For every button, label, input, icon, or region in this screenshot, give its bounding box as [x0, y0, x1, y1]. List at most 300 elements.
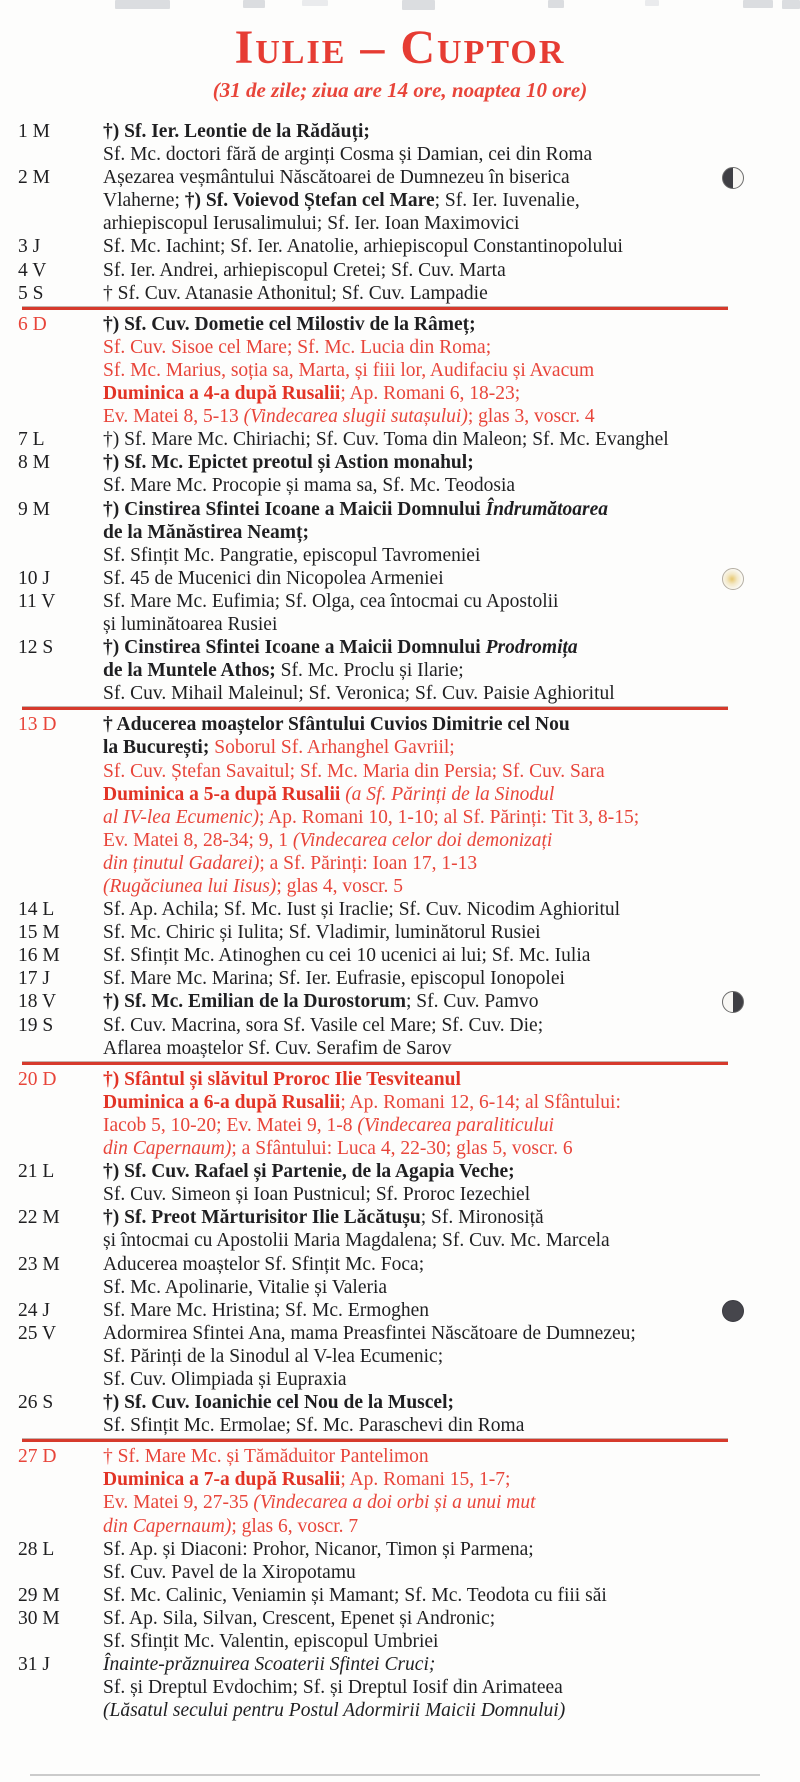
day-label: 23 M [18, 1253, 60, 1275]
day-label [0, 1414, 103, 1437]
calendar-row-day-4 [0, 259, 800, 282]
text-segment: † Sf. Cuv. Atanasie Athonitul; Sf. Cuv. Lampadie [103, 282, 488, 304]
text-segment: Sf. Cuv. Pavel de la Xiropotamu [103, 1561, 356, 1583]
entry-text [103, 613, 800, 636]
entry-text [103, 282, 800, 305]
day-label: 31 J [18, 1654, 50, 1676]
calendar-row-day-9 [0, 498, 800, 521]
entry-text [103, 1391, 800, 1414]
entry-text [103, 1368, 800, 1391]
entry-text [103, 1183, 800, 1206]
text-segment: †) Cinstirea Sfintei Icoane a Maicii Domnului [103, 498, 486, 520]
entry-text [103, 713, 800, 736]
text-segment: Sf. Sfințit Mc. Ermolae; Sf. Mc. Paraschevi din Roma [103, 1415, 525, 1437]
entry-text [103, 382, 800, 405]
text-segment: (Vindecarea celor doi demonizați [292, 829, 553, 851]
text-segment: †) Sf. Voievod Ștefan cel Mare [184, 190, 435, 212]
entry-text [103, 990, 800, 1013]
calendar-row-day-24 [0, 1299, 800, 1322]
calendar-row-day-13-cont-2 [0, 760, 800, 783]
day-label: 11 V [18, 590, 56, 612]
calendar-row-day-13-cont-3 [0, 783, 800, 806]
text-segment: Sf. Cuv. Simeon și Ioan Pustnicul; Sf. Proroc Iezechiel [103, 1184, 531, 1206]
entry-text [103, 212, 800, 235]
page-title: Iulie – Cuptor [234, 21, 566, 74]
entry-text [103, 1584, 800, 1607]
day-label: 5 S [18, 282, 44, 304]
calendar-row-day-1 [0, 120, 800, 143]
calendar-row-day-6-cont-4 [0, 405, 800, 428]
calendar-row-day-14 [0, 898, 800, 921]
entry-text [103, 336, 800, 359]
text-segment: † Sf. Mare Mc. și Tămăduitor Pantelimon [103, 1446, 429, 1468]
text-segment: Duminica a 5-a după Rusalii [103, 783, 346, 805]
calendar-row-day-26-cont-1 [0, 1414, 800, 1437]
calendar-row-day-17 [0, 967, 800, 990]
calendar-row-day-30-cont-1 [0, 1630, 800, 1653]
day-label: 18 V [18, 991, 57, 1013]
calendar-row-day-6 [0, 313, 800, 336]
text-segment: †) Sf. Preot Mărturisitor Ilie Lăcătușu [103, 1207, 421, 1229]
text-segment: Sf. Cuv. Olimpiada și Eupraxia [103, 1368, 347, 1390]
text-segment: †) Sf. Ier. Leontie de la Rădăuți; [103, 121, 370, 142]
calendar-row-day-16 [0, 944, 800, 967]
calendar-row-day-13-cont-1 [0, 736, 800, 759]
text-segment: din Capernaum) [103, 1515, 232, 1537]
scan-artifact [115, 0, 170, 9]
calendar-row-day-11 [0, 590, 800, 613]
day-label: 30 M [18, 1607, 60, 1629]
scan-artifact [302, 0, 328, 6]
day-label [0, 544, 103, 567]
text-segment: Înainte-prăznuirea Scoaterii Sfintei Cruci; [103, 1654, 436, 1676]
text-segment: și întocmai cu Apostolii Maria Magdalena; Sf. Cuv. Mc. Marcela [103, 1230, 610, 1252]
day-label [0, 336, 103, 359]
text-segment: †) Sfântul și slăvitul Proroc Ilie Tesviteanul [103, 1068, 461, 1090]
entry-text [103, 235, 800, 258]
text-segment: Sf. Mare Mc. Marina; Sf. Ier. Eufrasie, episcopul Ionopolei [103, 968, 565, 990]
calendar-row-day-23 [0, 1253, 800, 1276]
calendar-row-day-1-cont-1 [0, 143, 800, 166]
day-label: 15 M [18, 922, 60, 944]
text-segment: Sf. Sfințit Mc. Pangratie, episcopul Tavromeniei [103, 544, 481, 566]
day-label [0, 405, 103, 428]
entry-text [103, 590, 800, 613]
day-label [0, 659, 103, 682]
day-label [0, 736, 103, 759]
entry-text [103, 944, 800, 967]
calendar-row-day-20 [0, 1068, 800, 1091]
calendar-row-day-29 [0, 1584, 800, 1607]
sunday-separator [22, 707, 728, 710]
text-segment: Sf. Mc. Marius, soția sa, Marta, și fiii lor, Audifaciu și Avacum [103, 359, 595, 381]
calendar-row-day-3 [0, 235, 800, 258]
day-label [0, 1491, 103, 1514]
entry-text [103, 313, 800, 336]
day-label [0, 806, 103, 829]
text-segment: Ev. Matei 8, 5-13 [103, 406, 244, 428]
text-segment: Soborul Sf. Arhanghel Gavriil; [214, 737, 455, 759]
text-segment: ; Sf. Mironosiță [420, 1207, 544, 1229]
day-label [0, 760, 103, 783]
text-segment: Ev. Matei 8, 28-34; 9, 1 [103, 829, 293, 851]
text-segment: ; glas 4, voscr. 5 [276, 876, 404, 897]
day-label: 10 J [18, 567, 50, 589]
day-label [0, 521, 103, 544]
entry-text [103, 829, 800, 852]
calendar-row-day-5 [0, 282, 800, 305]
day-label [0, 1630, 103, 1653]
text-segment: Aducerea moaștelor Sf. Sfințit Mc. Foca; [103, 1253, 425, 1275]
text-segment: Sf. Mc. doctori fără de arginți Cosma și Damian, cei din Roma [103, 144, 593, 166]
day-label [0, 1515, 103, 1538]
entry-text [103, 359, 800, 382]
day-label [0, 1183, 103, 1206]
entry-text [103, 1630, 800, 1653]
entry-text [103, 1607, 800, 1630]
sunday-separator [22, 1439, 728, 1442]
entry-text [103, 1653, 800, 1676]
calendar-row-day-27-cont-3 [0, 1515, 800, 1538]
day-label [0, 1114, 103, 1137]
calendar-row-day-20-cont-3 [0, 1137, 800, 1160]
entry-text [103, 1037, 800, 1060]
calendar-row-day-12-cont-2 [0, 682, 800, 705]
day-label: 17 J [18, 968, 50, 990]
text-segment: Sf. Sfințit Mc. Atinoghen cu cei 10 ucenici ai lui; Sf. Mc. Iulia [103, 945, 591, 967]
entry-text [103, 806, 800, 829]
entry-text [103, 1445, 800, 1468]
text-segment: Îndrumătoarea [485, 498, 609, 520]
calendar-row-day-2-cont-2 [0, 212, 800, 235]
calendar-row-day-10 [0, 567, 800, 590]
calendar-list [0, 120, 800, 1722]
calendar-row-day-2 [0, 166, 800, 189]
text-segment: Sf. Mc. Proclu și Ilarie; [280, 660, 464, 682]
entry-text [103, 1229, 800, 1252]
day-label: 14 L [18, 899, 55, 921]
entry-text [103, 1114, 800, 1137]
text-segment: †) Sf. Mare Mc. Chiriachi; Sf. Cuv. Toma din Maleon; Sf. Mc. Evanghel [103, 429, 669, 451]
entry-text [103, 544, 800, 567]
calendar-row-day-21 [0, 1160, 800, 1183]
text-segment: Sf. Mc. Apolinarie, Vitalie și Valeria [103, 1276, 388, 1298]
text-segment: ; Sf. Ier. Iuvenalie, [434, 190, 580, 212]
text-segment: ; Ap. Romani 10, 1-10; al Sf. Părinți: Tit 3, 8-15; [258, 806, 640, 828]
text-segment: ; a Sfântului: Luca 4, 22-30; glas 5, voscr. 6 [231, 1138, 573, 1160]
text-segment: Sf. 45 de Mucenici din Nicopolea Armeniei [103, 567, 444, 589]
text-segment: Sf. Ap. Sila, Silvan, Crescent, Epenet și Andronic; [103, 1607, 496, 1629]
day-label [0, 875, 103, 898]
calendar-row-day-9-cont-1 [0, 521, 800, 544]
entry-text [103, 636, 800, 659]
calendar-row-day-22 [0, 1206, 800, 1229]
day-label: 8 M [18, 452, 50, 474]
moon-phase-icon-new [722, 1300, 744, 1322]
text-segment: Duminica a 7-a după Rusalii [103, 1469, 341, 1491]
text-segment: (Rugăciunea lui Iisus) [103, 876, 277, 897]
calendar-row-day-2-cont-1 [0, 189, 800, 212]
day-label [0, 1037, 103, 1060]
text-segment: din Capernaum) [103, 1138, 232, 1160]
calendar-row-day-7 [0, 428, 800, 451]
entry-text [103, 1561, 800, 1584]
text-segment: al IV-lea Ecumenic) [103, 806, 259, 828]
text-segment: (a Sf. Părinți de la Sinodul [345, 783, 555, 805]
entry-text [103, 1253, 800, 1276]
text-segment: Sf. Cuv. Macrina, sora Sf. Vasile cel Mare; Sf. Cuv. Die; [103, 1014, 544, 1036]
text-segment: Sf. Mare Mc. Eufimia; Sf. Olga, cea întocmai cu Apostolii [103, 590, 559, 612]
calendar-row-day-12 [0, 636, 800, 659]
day-label [0, 1699, 103, 1722]
calendar-row-day-31 [0, 1653, 800, 1676]
sunday-separator [22, 1062, 728, 1065]
calendar-row-day-25-cont-1 [0, 1345, 800, 1368]
day-label: 21 L [18, 1161, 55, 1183]
scan-artifact [782, 0, 800, 9]
text-segment: Sf. Mc. Iachint; Sf. Ier. Anatolie, arhiepiscopul Constantinopolului [103, 236, 623, 258]
day-label: 3 J [18, 236, 41, 258]
day-label [0, 829, 103, 852]
text-segment: Adormirea Sfintei Ana, mama Preasfintei Născătoare de Dumnezeu; [103, 1322, 636, 1344]
calendar-row-day-27-cont-1 [0, 1468, 800, 1491]
scan-artifact-bottom-rule [30, 1774, 760, 1776]
entry-text [103, 967, 800, 990]
entry-text [103, 1538, 800, 1561]
text-segment: Sf. Părinți de la Sinodul al V-lea Ecumenic; [103, 1345, 444, 1367]
entry-text [103, 1137, 800, 1160]
entry-text [103, 1491, 800, 1514]
entry-text [103, 1206, 800, 1229]
moon-phase-icon-full [722, 568, 744, 590]
sunday-separator [22, 307, 728, 310]
calendar-row-day-6-cont-2 [0, 359, 800, 382]
entry-text [103, 451, 800, 474]
text-segment: la București; [103, 737, 215, 759]
day-label [0, 1276, 103, 1299]
text-segment: și luminătoarea Rusiei [103, 613, 278, 635]
entry-text [103, 1515, 800, 1538]
day-label [0, 143, 103, 166]
day-label: 9 M [18, 498, 50, 520]
calendar-row-day-22-cont-1 [0, 1229, 800, 1252]
calendar-row-day-27-cont-2 [0, 1491, 800, 1514]
scan-artifact [548, 0, 564, 8]
entry-text [103, 498, 800, 521]
text-segment: Vlaherne; [103, 190, 185, 212]
calendar-row-day-15 [0, 921, 800, 944]
day-label: 27 D [18, 1446, 57, 1468]
entry-text [103, 405, 800, 428]
entry-text [103, 1276, 800, 1299]
calendar-row-day-13-cont-6 [0, 852, 800, 875]
entry-text [103, 1322, 800, 1345]
text-segment: Aflarea moaștelor Sf. Cuv. Serafim de Sarov [103, 1037, 452, 1059]
day-label: 19 S [18, 1014, 54, 1036]
text-segment: ; Ap. Romani 12, 6-14; al Sfântului: [340, 1091, 621, 1113]
entry-text [103, 474, 800, 497]
text-segment: Ev. Matei 9, 27-35 [103, 1492, 254, 1514]
text-segment: Prodromița [485, 637, 578, 659]
text-segment: Sf. Ier. Andrei, arhiepiscopul Cretei; Sf. Cuv. Marta [103, 259, 506, 281]
entry-text [103, 1091, 800, 1114]
day-label: 26 S [18, 1392, 54, 1414]
calendar-row-day-6-cont-1 [0, 336, 800, 359]
text-segment: (Lăsatul secului pentru Postul Adormirii Maicii Domnului) [103, 1700, 566, 1722]
calendar-row-day-13-cont-7 [0, 875, 800, 898]
calendar-row-day-13-cont-4 [0, 806, 800, 829]
text-segment: †) Sf. Mc. Emilian de la Durostorum [103, 991, 406, 1013]
text-segment: Sf. Mc. Calinic, Veniamin și Mamant; Sf. Mc. Teodota cu fiii săi [103, 1584, 607, 1606]
day-label [0, 1676, 103, 1699]
calendar-row-day-8 [0, 451, 800, 474]
day-label [0, 1091, 103, 1114]
entry-text [103, 1160, 800, 1183]
day-label [0, 852, 103, 875]
calendar-row-day-9-cont-2 [0, 544, 800, 567]
text-segment: (Vindecarea slugii sutașului) [243, 406, 468, 428]
entry-text [103, 875, 800, 898]
text-segment: ; Sf. Cuv. Pamvo [405, 991, 539, 1013]
text-segment: din ținutul Gadarei) [103, 852, 260, 874]
calendar-row-day-28-cont-1 [0, 1561, 800, 1584]
text-segment: de la Mănăstirea Neamț; [103, 521, 309, 543]
day-label [0, 382, 103, 405]
entry-text [103, 521, 800, 544]
text-segment: Sf. Ap. și Diaconi: Prohor, Nicanor, Timon și Parmena; [103, 1538, 534, 1560]
scan-artifact [645, 0, 659, 6]
calendar-row-day-13 [0, 713, 800, 736]
entry-text [103, 1414, 800, 1437]
text-segment: ; a Sf. Părinți: Ioan 17, 1-13 [259, 852, 478, 874]
text-segment: †) Sf. Cuv. Rafael și Partenie, de la Agapia Veche; [103, 1161, 515, 1183]
text-segment: Duminica a 6-a după Rusalii [103, 1091, 341, 1113]
text-segment: (Vindecarea a doi orbi și a unui mut [253, 1492, 536, 1514]
calendar-row-day-13-cont-5 [0, 829, 800, 852]
entry-text [103, 1468, 800, 1491]
day-label [0, 1468, 103, 1491]
day-label: 1 M [18, 121, 50, 142]
calendar-row-day-12-cont-1 [0, 659, 800, 682]
calendar-row-day-30 [0, 1607, 800, 1630]
text-segment: Așezarea veșmântului Născătoarei de Dumnezeu în biserica [103, 167, 570, 189]
calendar-row-day-25-cont-2 [0, 1368, 800, 1391]
calendar-row-day-8-cont-1 [0, 474, 800, 497]
calendar-row-day-19 [0, 1014, 800, 1037]
day-label: 12 S [18, 637, 54, 659]
text-segment: ; Ap. Romani 6, 18-23; [340, 383, 521, 405]
calendar-row-day-28 [0, 1538, 800, 1561]
day-label: 20 D [18, 1068, 57, 1090]
entry-text [103, 120, 800, 143]
day-label: 4 V [18, 259, 47, 281]
text-segment: (Vindecarea paraliticului [357, 1114, 554, 1136]
text-segment: ; Ap. Romani 15, 1-7; [340, 1469, 511, 1491]
text-segment: †) Sf. Mc. Epictet preotul și Astion monahul; [103, 452, 474, 474]
day-label: 7 L [18, 429, 45, 451]
calendar-row-day-26 [0, 1391, 800, 1414]
calendar-row-day-25 [0, 1322, 800, 1345]
day-label [0, 1229, 103, 1252]
calendar-row-day-11-cont-1 [0, 613, 800, 636]
text-segment: Sf. Mare Mc. Hristina; Sf. Mc. Ermoghen [103, 1299, 430, 1321]
day-label: 29 M [18, 1584, 60, 1606]
day-label [0, 359, 103, 382]
day-label: 13 D [18, 714, 57, 736]
day-label: 16 M [18, 945, 60, 967]
text-segment: Sf. Mare Mc. Procopie și mama sa, Sf. Mc. Teodosia [103, 475, 516, 497]
entry-text [103, 783, 800, 806]
entry-text [103, 143, 800, 166]
calendar-row-day-19-cont-1 [0, 1037, 800, 1060]
scan-artifact [243, 0, 265, 8]
scan-artifact [743, 0, 773, 8]
day-label [0, 1137, 103, 1160]
text-segment: † Aducerea moaștelor Sfântului Cuvios Dimitrie cel Nou [103, 714, 570, 736]
text-segment: Duminica a 4-a după Rusalii [103, 383, 341, 405]
scan-artifact [402, 0, 435, 10]
calendar-row-day-21-cont-1 [0, 1183, 800, 1206]
entry-text [103, 428, 800, 451]
calendar-row-day-27 [0, 1445, 800, 1468]
entry-text [103, 1014, 800, 1037]
entry-text [103, 1676, 800, 1699]
calendar-row-day-31-cont-2 [0, 1699, 800, 1722]
day-label [0, 212, 103, 235]
calendar-row-day-31-cont-1 [0, 1676, 800, 1699]
text-segment: Iacob 5, 10-20; Ev. Matei 9, 1-8 [103, 1114, 358, 1136]
entry-text [103, 921, 800, 944]
day-label [0, 1368, 103, 1391]
entry-text [103, 659, 800, 682]
day-label: 24 J [18, 1299, 50, 1321]
text-segment: arhiepiscopul Ierusalimului; Sf. Ier. Ioan Maximovici [103, 213, 520, 235]
text-segment: ; glas 3, voscr. 4 [467, 406, 595, 428]
calendar-row-day-18 [0, 990, 800, 1013]
text-segment: †) Cinstirea Sfintei Icoane a Maicii Domnului [103, 637, 486, 659]
day-label [0, 1561, 103, 1584]
entry-text [103, 166, 800, 189]
day-label [0, 1345, 103, 1368]
entry-text [103, 852, 800, 875]
entry-text [103, 259, 800, 282]
text-segment: †) Sf. Cuv. Ioanichie cel Nou de la Muscel; [103, 1392, 454, 1414]
day-label [0, 613, 103, 636]
day-label [0, 474, 103, 497]
text-segment: ; glas 6, voscr. 7 [231, 1515, 359, 1537]
text-segment: Sf. Mc. Chiric și Iulita; Sf. Vladimir, luminătorul Rusiei [103, 922, 541, 944]
day-label: 22 M [18, 1207, 60, 1229]
entry-text [103, 760, 800, 783]
entry-text [103, 1299, 800, 1322]
entry-text [103, 898, 800, 921]
calendar-row-day-6-cont-3 [0, 382, 800, 405]
day-label [0, 189, 103, 212]
day-label: 6 D [18, 313, 47, 335]
entry-text [103, 567, 800, 590]
text-segment: Sf. Sfințit Mc. Valentin, episcopul Umbriei [103, 1631, 439, 1652]
day-label [0, 682, 103, 705]
text-segment: Sf. și Dreptul Evdochim; Sf. și Dreptul Iosif din Arimateea [103, 1677, 563, 1699]
entry-text [103, 1345, 800, 1368]
entry-text [103, 736, 800, 759]
text-segment: Sf. Cuv. Ștefan Savaitul; Sf. Mc. Maria din Persia; Sf. Cuv. Sara [103, 760, 605, 782]
calendar-row-day-23-cont-1 [0, 1276, 800, 1299]
entry-text [103, 682, 800, 705]
day-label: 28 L [18, 1538, 55, 1560]
text-segment: †) Sf. Cuv. Dometie cel Milostiv de la Râmeț; [103, 313, 476, 335]
calendar-row-day-20-cont-1 [0, 1091, 800, 1114]
